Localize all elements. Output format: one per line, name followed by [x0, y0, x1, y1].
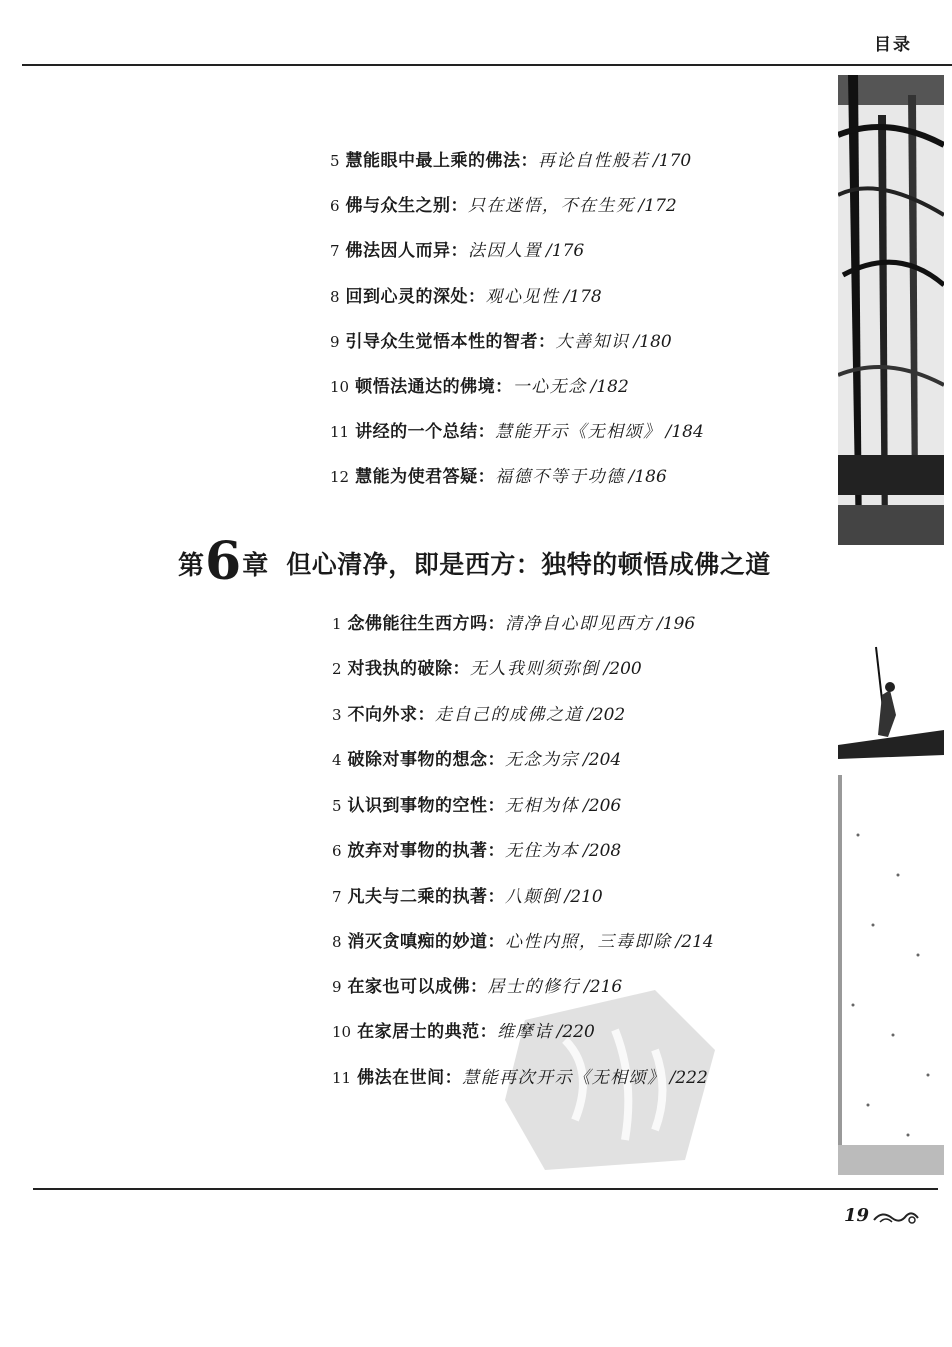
cloud-scroll-ornament [872, 1208, 920, 1228]
chapter-heading[interactable] [178, 531, 771, 592]
ink-landscape-illustration [838, 75, 944, 1175]
toc-item[interactable]: 4 破除对事物的想念：无念为宗 /204 [332, 750, 622, 770]
toc-item[interactable]: 7 佛法因人而异：法因人置 /176 [330, 241, 585, 261]
toc-item[interactable]: 12 慧能为使君答疑：福德不等于功德 /186 [330, 467, 667, 487]
toc-item[interactable]: 9 在家也可以成佛：居士的修行 /216 [332, 977, 623, 997]
chapter-suffix: 章 [242, 551, 269, 581]
toc-item[interactable]: 10 顿悟法通达的佛境：一心无念 /182 [330, 377, 629, 397]
toc-item[interactable]: 6 佛与众生之别：只在迷悟，不在生死 /172 [330, 196, 677, 216]
toc-item[interactable]: 8 回到心灵的深处：观心见性 /178 [330, 287, 602, 307]
page-number: 19 [844, 1205, 870, 1226]
toc-item[interactable]: 3 不向外求：走自己的成佛之道 /202 [332, 705, 626, 725]
toc-item[interactable]: 6 放弃对事物的执著：无住为本 /208 [332, 841, 622, 861]
toc-item[interactable]: 7 凡夫与二乘的执著：八颠倒 /210 [332, 887, 603, 907]
toc-item[interactable]: 10 在家居士的典范：维摩诘 /220 [332, 1022, 595, 1042]
chapter-number: 6 [205, 531, 242, 592]
toc-item[interactable]: 8 消灭贪嗔痴的妙道：心性内照，三毒即除 /214 [332, 932, 714, 952]
toc-item[interactable]: 5 慧能眼中最上乘的佛法：再论自性般若 /170 [330, 151, 692, 171]
toc-item[interactable]: 11 讲经的一个总结：慧能开示《无相颂》 /184 [330, 422, 704, 442]
toc-item[interactable]: 5 认识到事物的空性：无相为体 /206 [332, 796, 622, 816]
toc-item[interactable]: 1 念佛能往生西方吗：清净自心即见西方 /196 [332, 614, 696, 634]
chapter-prefix: 第 [178, 551, 205, 581]
toc-item[interactable]: 11 佛法在世间：慧能再次开示《无相颂》 /222 [332, 1068, 708, 1088]
toc-item[interactable]: 2 对我执的破除：无人我则须弥倒 /200 [332, 659, 642, 679]
header-rule [22, 64, 952, 66]
header-title: 目录 [874, 35, 912, 55]
chapter-title: 但心清净，即是西方：独特的顿悟成佛之道 [286, 550, 771, 579]
footer-rule [33, 1188, 938, 1190]
toc-item[interactable]: 9 引导众生觉悟本性的智者：大善知识 /180 [330, 332, 672, 352]
